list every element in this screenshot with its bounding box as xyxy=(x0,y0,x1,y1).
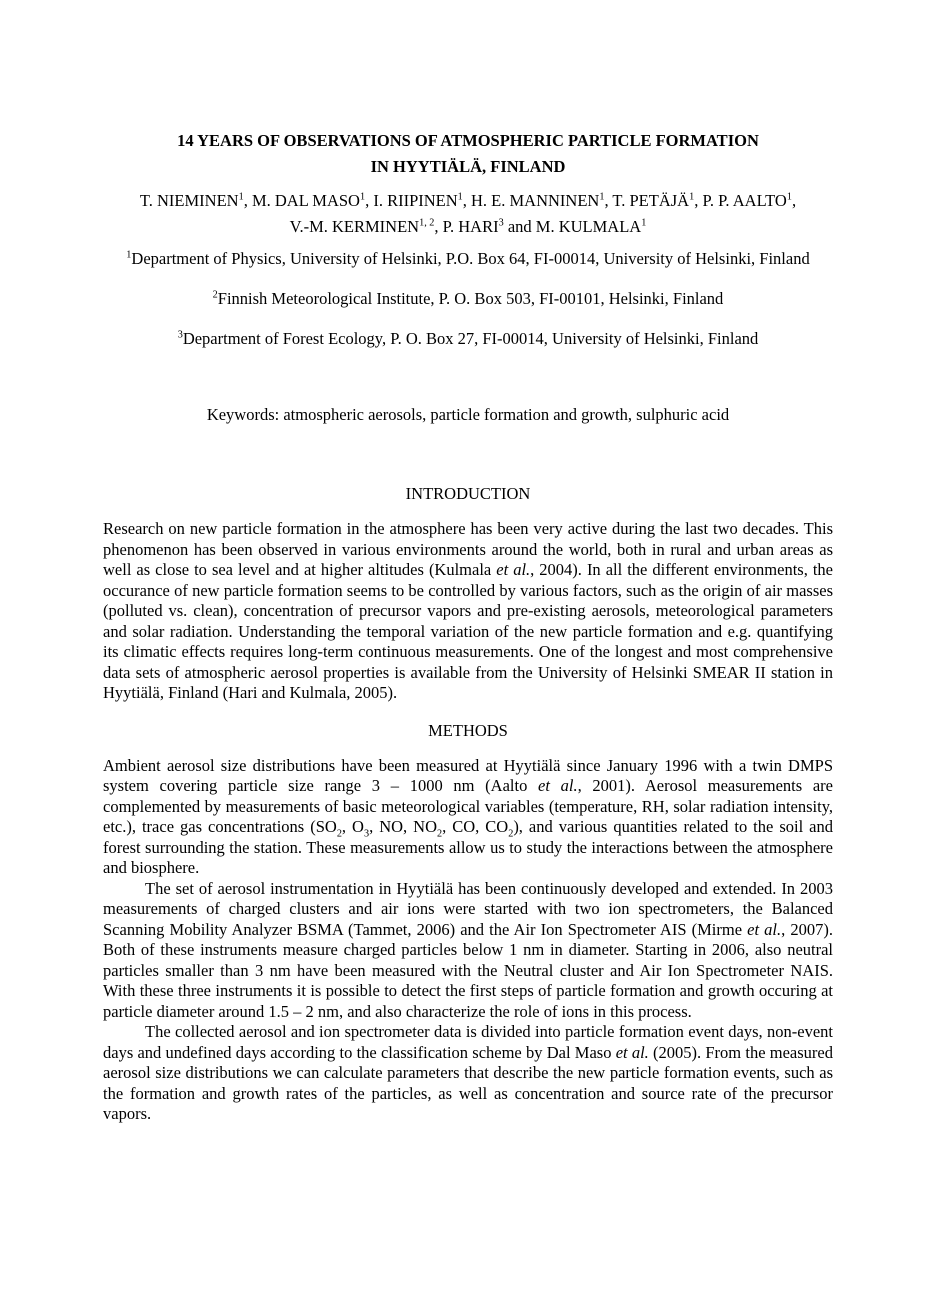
author-list-line-1: T. NIEMINEN$^1$, M. DAL MASO$^1$, I. RIIPINEN$^1$, H. E. MANNINEN$^1$, T. PETÄJÄ$^1$, P. P. AALTO$^1$, xyxy=(139,191,797,210)
author-list-line-2: V.-M. KERMINEN$^{1, 2}$, P. HARI$^3$ and M. KULMALA$^1$ xyxy=(289,217,647,236)
section-heading-introduction: INTRODUCTION xyxy=(405,484,531,503)
affiliation-2: $^2$Finnish Meteorological Institute, P. O. Box 503, FI-00101, Helsinki, Finland xyxy=(212,289,724,308)
paper-title-line-2: IN HYYTIÄLÄ, FINLAND xyxy=(370,157,566,176)
keywords-line: Keywords: atmospheric aerosols, particle formation and growth, sulphuric acid xyxy=(206,405,730,424)
paper-title-line-1: 14 YEARS OF OBSERVATIONS OF ATMOSPHERIC PARTICLE FORMATION xyxy=(177,131,759,150)
methods-paragraph-2: The set of aerosol instrumentation in Hyytiälä has been continuously developed and extended. In 2003 measurements of charged clusters and air ions were started with two ion spectrometers, the Balanced Scanning Mobility Analyzer BSMA (Tammet, 2006) and the Air Ion Spectrometer AIS (Mirme et al., 2007). Both of these instruments measure charged particles below 1 nm in diameter. Starting in 2006, also neutral particles smaller than 3 nm have been measured with the Neutral cluster and Air Ion Spectrometer NAIS. With these three instruments it is possible to detect the first steps of particle formation and growth occuring at particle diameter around 1.5 – 2 nm, and also characterize the role of ions in this process. xyxy=(103,878,833,1021)
affiliation-1: $^1$Department of Physics, University of Helsinki, P.O. Box 64, FI-00014, University of Helsinki, Finland xyxy=(126,249,810,268)
author-list xyxy=(103,188,833,240)
methods-paragraph-3: The collected aerosol and ion spectrometer data is divided into particle formation event days, non-event days and undefined days according to the classification scheme by Dal Maso et al. (2005). From the measured aerosol size distributions we can calculate parameters that describe the new particle formation events, such as the formation and growth rates of the particles, as well as concentration and source rate of the precursor vapors. xyxy=(103,1022,833,1123)
affiliation-3: $^3$Department of Forest Ecology, P. O. Box 27, FI-00014, University of Helsinki, Finland xyxy=(177,329,759,348)
section-heading-methods: METHODS xyxy=(428,720,508,740)
paper-title xyxy=(103,128,833,180)
methods-paragraph-1: Ambient aerosol size distributions have been measured at Hyytiälä since January 1996 with a twin DMPS system covering particle size range 3 – 1000 nm (Aalto et al., 2001). Aerosol measurements are complemented by measurements of basic meteorological variables (temperature, RH, solar radiation intensity, etc.), trace gas concentrations ($SO_2$, $O_3$, NO, $NO_2$, CO, $CO_2$), and various quantities related to the soil and forest surrounding the station. These measurements allow us to study the interactions between the atmosphere and biosphere. xyxy=(103,755,834,877)
introduction-paragraph-1: Research on new particle formation in the atmosphere has been very active during the last two decades. This phenomenon has been observed in various environments around the world, both in rural and urban areas as well as close to sea level and at higher altitudes (Kulmala et al., 2004). In all the different environments, the occurance of new particle formation seems to be controlled by various factors, such as the origin of air masses (polluted vs. clean), concentration of precursor vapors and pre-existing aerosols, meteorological parameters and solar radiation. Understanding the temporal variation of the new particle formation and e.g. quantifying its climatic effects requires long-term continuous measurements. One of the longest and most comprehensive data sets of atmospheric aerosol properties is available from the University of Helsinki SMEAR II station in Hyytiälä, Finland (Hari and Kulmala, 2005). xyxy=(103,519,834,702)
